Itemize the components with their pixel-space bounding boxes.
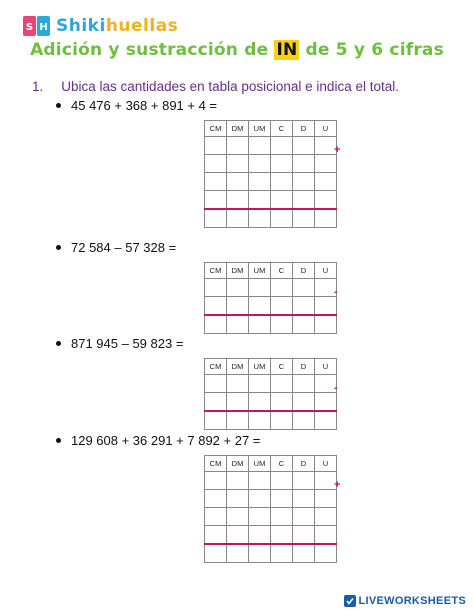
- digit-cell[interactable]: [205, 137, 227, 155]
- digit-cell[interactable]: [315, 544, 337, 563]
- digit-cell[interactable]: [293, 375, 315, 393]
- liveworksheets-icon: [344, 595, 356, 607]
- digit-cell[interactable]: [227, 315, 249, 334]
- column-header: UM: [249, 359, 271, 375]
- digit-cell[interactable]: [271, 173, 293, 191]
- digit-cell[interactable]: [249, 191, 271, 210]
- digit-cell[interactable]: [271, 209, 293, 228]
- digit-cell[interactable]: [249, 155, 271, 173]
- digit-cell[interactable]: [271, 375, 293, 393]
- digit-cell[interactable]: [293, 279, 315, 297]
- digit-cell[interactable]: [227, 173, 249, 191]
- digit-cell[interactable]: [315, 508, 337, 526]
- exercise-expression: [56, 240, 176, 255]
- digit-cell[interactable]: [293, 191, 315, 210]
- digit-cell[interactable]: [249, 393, 271, 412]
- footer-text: LIVEWORKSHEETS: [358, 595, 466, 607]
- table-row: [205, 279, 337, 297]
- digit-cell[interactable]: [249, 375, 271, 393]
- exercise-expression: [56, 433, 260, 448]
- expression-text: 871 945 – 59 823 =: [71, 336, 184, 351]
- puzzle-icon: [22, 14, 52, 38]
- digit-cell[interactable]: [315, 315, 337, 334]
- digit-cell[interactable]: [227, 411, 249, 430]
- digit-cell[interactable]: [315, 191, 337, 210]
- digit-cell[interactable]: [205, 544, 227, 563]
- digit-cell[interactable]: [249, 297, 271, 316]
- digit-cell[interactable]: [315, 173, 337, 191]
- table-row: [205, 526, 337, 545]
- digit-cell[interactable]: [227, 472, 249, 490]
- table-row: [205, 472, 337, 490]
- footer-brand: [344, 595, 467, 607]
- digit-cell[interactable]: [315, 393, 337, 412]
- title-after: de 5 y 6 cifras: [299, 40, 444, 60]
- table-header-row: [205, 359, 337, 375]
- place-value-table: [204, 455, 337, 563]
- svg-text:H: H: [39, 22, 48, 33]
- digit-cell[interactable]: [227, 155, 249, 173]
- total-row: [205, 315, 337, 334]
- table-row: [205, 508, 337, 526]
- digit-cell[interactable]: [271, 137, 293, 155]
- operation-sign: +: [334, 479, 341, 491]
- column-header: D: [293, 121, 315, 137]
- digit-cell[interactable]: [271, 411, 293, 430]
- title-highlight: IN: [276, 40, 298, 60]
- digit-cell[interactable]: [271, 544, 293, 563]
- digit-cell[interactable]: [249, 472, 271, 490]
- digit-cell[interactable]: [293, 315, 315, 334]
- total-row: [205, 209, 337, 228]
- table-header-row: [205, 263, 337, 279]
- digit-cell[interactable]: [205, 411, 227, 430]
- digit-cell[interactable]: [249, 544, 271, 563]
- digit-cell[interactable]: [205, 209, 227, 228]
- expression-text: 129 608 + 36 291 + 7 892 + 27 =: [71, 433, 261, 448]
- digit-cell[interactable]: [227, 490, 249, 508]
- digit-cell[interactable]: [249, 279, 271, 297]
- digit-cell[interactable]: [315, 411, 337, 430]
- digit-cell[interactable]: [293, 173, 315, 191]
- digit-cell[interactable]: [249, 315, 271, 334]
- digit-cell[interactable]: [249, 137, 271, 155]
- digit-cell[interactable]: [271, 155, 293, 173]
- digit-cell[interactable]: [227, 137, 249, 155]
- column-header: U: [315, 456, 337, 472]
- digit-cell[interactable]: [205, 393, 227, 412]
- table-row: [205, 297, 337, 316]
- digit-cell[interactable]: [271, 315, 293, 334]
- column-header: D: [293, 456, 315, 472]
- bullet-icon: [56, 103, 61, 108]
- digit-cell[interactable]: [293, 137, 315, 155]
- brand-name-part2: huellas: [105, 16, 179, 36]
- digit-cell[interactable]: [271, 490, 293, 508]
- table-row: [205, 490, 337, 508]
- column-header: D: [293, 263, 315, 279]
- digit-cell[interactable]: [205, 472, 227, 490]
- column-header: UM: [249, 456, 271, 472]
- place-value-table: [204, 358, 337, 430]
- digit-cell[interactable]: [293, 155, 315, 173]
- digit-cell[interactable]: [227, 526, 249, 545]
- digit-cell[interactable]: [293, 490, 315, 508]
- total-row: [205, 411, 337, 430]
- digit-cell[interactable]: [227, 544, 249, 563]
- digit-cell[interactable]: [205, 315, 227, 334]
- digit-cell[interactable]: [205, 508, 227, 526]
- digit-cell[interactable]: [205, 297, 227, 316]
- digit-cell[interactable]: [315, 490, 337, 508]
- table-row: [205, 191, 337, 210]
- digit-cell[interactable]: [227, 375, 249, 393]
- column-header: DM: [227, 359, 249, 375]
- digit-cell[interactable]: [293, 526, 315, 545]
- column-header: DM: [227, 456, 249, 472]
- operation-sign: -: [334, 382, 338, 394]
- digit-cell[interactable]: [271, 279, 293, 297]
- svg-text:S: S: [25, 22, 34, 33]
- instruction-text: Ubica las cantidades en tabla posicional e indica el total.: [61, 79, 399, 94]
- column-header: UM: [249, 121, 271, 137]
- digit-cell[interactable]: [315, 155, 337, 173]
- digit-cell[interactable]: [205, 173, 227, 191]
- digit-cell[interactable]: [227, 209, 249, 228]
- digit-cell[interactable]: [293, 411, 315, 430]
- digit-cell[interactable]: [227, 279, 249, 297]
- digit-cell[interactable]: [249, 490, 271, 508]
- brand-name: [56, 16, 178, 36]
- table-row: [205, 393, 337, 412]
- worksheet-title: [0, 40, 474, 60]
- title-before: Adición y sustracción de: [30, 40, 275, 60]
- bullet-icon: [56, 245, 61, 250]
- brand-name-part1: Shiki: [56, 16, 106, 36]
- table-header-row: [205, 121, 337, 137]
- digit-cell[interactable]: [293, 297, 315, 316]
- column-header: U: [315, 121, 337, 137]
- place-value-table: [204, 262, 337, 334]
- table-row: [205, 137, 337, 155]
- digit-cell[interactable]: [293, 508, 315, 526]
- digit-cell[interactable]: [249, 209, 271, 228]
- digit-cell[interactable]: [293, 209, 315, 228]
- digit-cell[interactable]: [315, 209, 337, 228]
- digit-cell[interactable]: [271, 297, 293, 316]
- digit-cell[interactable]: [293, 472, 315, 490]
- column-header: C: [271, 121, 293, 137]
- digit-cell[interactable]: [271, 508, 293, 526]
- table-row: [205, 375, 337, 393]
- digit-cell[interactable]: [293, 393, 315, 412]
- exercise-expression: [56, 336, 183, 351]
- brand-logo: [22, 14, 178, 38]
- digit-cell[interactable]: [249, 173, 271, 191]
- digit-cell[interactable]: [227, 393, 249, 412]
- instruction: [32, 79, 399, 94]
- digit-cell[interactable]: [293, 544, 315, 563]
- table-header-row: [205, 456, 337, 472]
- column-header: DM: [227, 121, 249, 137]
- instruction-number: 1.: [32, 79, 44, 94]
- digit-cell[interactable]: [315, 297, 337, 316]
- expression-text: 45 476 + 368 + 891 + 4 =: [71, 98, 218, 113]
- digit-cell[interactable]: [227, 191, 249, 210]
- digit-cell[interactable]: [271, 393, 293, 412]
- operation-sign: -: [334, 286, 338, 298]
- digit-cell[interactable]: [205, 375, 227, 393]
- digit-cell[interactable]: [205, 526, 227, 545]
- table-row: [205, 155, 337, 173]
- digit-cell[interactable]: [205, 279, 227, 297]
- digit-cell[interactable]: [315, 526, 337, 545]
- table-row: [205, 173, 337, 191]
- digit-cell[interactable]: [271, 526, 293, 545]
- bullet-icon: [56, 438, 61, 443]
- column-header: UM: [249, 263, 271, 279]
- digit-cell[interactable]: [271, 472, 293, 490]
- column-header: U: [315, 359, 337, 375]
- digit-cell[interactable]: [227, 508, 249, 526]
- digit-cell[interactable]: [249, 508, 271, 526]
- column-header: CM: [205, 359, 227, 375]
- digit-cell[interactable]: [249, 526, 271, 545]
- digit-cell[interactable]: [227, 297, 249, 316]
- column-header: C: [271, 359, 293, 375]
- column-header: C: [271, 263, 293, 279]
- place-value-table: [204, 120, 337, 228]
- total-row: [205, 544, 337, 563]
- expression-text: 72 584 – 57 328 =: [71, 240, 177, 255]
- column-header: DM: [227, 263, 249, 279]
- digit-cell[interactable]: [249, 411, 271, 430]
- digit-cell[interactable]: [205, 490, 227, 508]
- column-header: CM: [205, 456, 227, 472]
- column-header: CM: [205, 121, 227, 137]
- bullet-icon: [56, 341, 61, 346]
- column-header: C: [271, 456, 293, 472]
- operation-sign: +: [334, 144, 341, 156]
- column-header: D: [293, 359, 315, 375]
- column-header: U: [315, 263, 337, 279]
- digit-cell[interactable]: [205, 155, 227, 173]
- exercise-expression: [56, 98, 217, 113]
- digit-cell[interactable]: [271, 191, 293, 210]
- digit-cell[interactable]: [205, 191, 227, 210]
- column-header: CM: [205, 263, 227, 279]
